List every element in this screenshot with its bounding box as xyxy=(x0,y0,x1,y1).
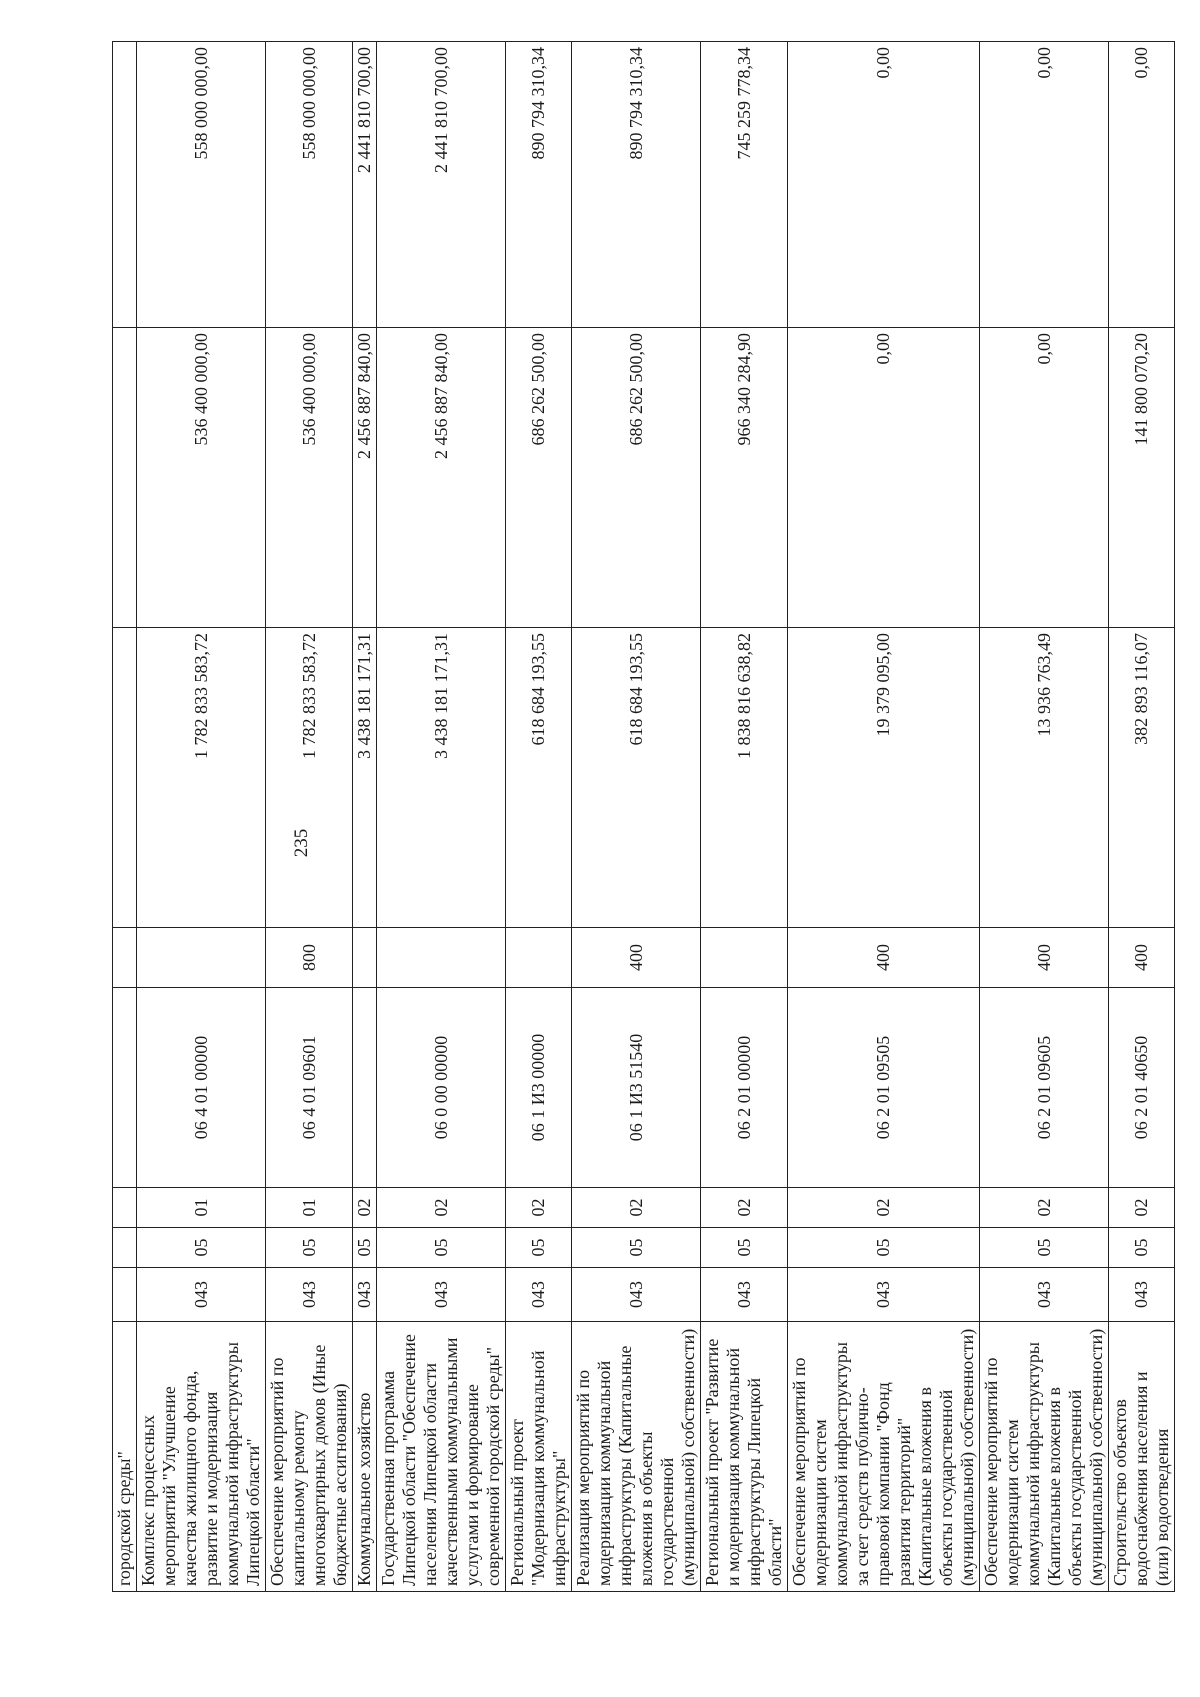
page-number: 235 xyxy=(291,828,312,858)
cell-section: 05 xyxy=(377,1228,506,1268)
cell-target-article: 06 0 00 00000 xyxy=(377,988,506,1188)
cell-sum-2026: 0,00 xyxy=(1109,42,1175,328)
cell-target-article: 06 2 01 40650 xyxy=(1109,988,1175,1188)
cell-sum-2024: 618 684 193,55 xyxy=(572,628,701,928)
cell-sum-2025: 2 456 887 840,00 xyxy=(377,328,506,628)
cell-sum-2025: 536 400 000,00 xyxy=(137,328,266,628)
cell-section: 05 xyxy=(572,1228,701,1268)
cell-sum-2026: 0,00 xyxy=(980,42,1109,328)
cell-target-article: 06 4 01 09601 xyxy=(266,988,353,1188)
cell-name: городской среды" xyxy=(113,1322,137,1592)
cell-name: Обеспечение мероприятий по капитальному ремонту многоквартирных домов (Иные бюджетные ассигнования) xyxy=(266,1322,353,1592)
cell-sum-2026: 890 794 310,34 xyxy=(506,42,572,328)
cell-name: Региональный проект "Развитие и модернизация коммунальной инфраструктуры Липецкой области" xyxy=(701,1322,788,1592)
cell-name: Комплекс процессных мероприятий "Улучшение качества жилищного фонда, развитие и модернизация коммунальной инфраструктуры Липецкой области" xyxy=(137,1322,266,1592)
cell-sum-2026 xyxy=(113,42,137,328)
cell-section xyxy=(113,1228,137,1268)
cell-name: Коммунальное хозяйство xyxy=(353,1322,377,1592)
cell-sum-2025: 0,00 xyxy=(788,328,980,628)
budget-table-rotated xyxy=(112,42,1200,1592)
cell-sum-2025: 141 800 070,20 xyxy=(1109,328,1175,628)
cell-subsection: 02 xyxy=(788,1188,980,1228)
cell-subsection: 02 xyxy=(377,1188,506,1228)
cell-sum-2024: 382 893 116,07 xyxy=(1109,628,1175,928)
cell-expense-type xyxy=(113,928,137,988)
table-row xyxy=(266,42,353,1592)
table-row xyxy=(701,42,788,1592)
table-row xyxy=(980,42,1109,1592)
cell-sum-2026: 890 794 310,34 xyxy=(572,42,701,328)
table-body xyxy=(113,42,1175,1592)
cell-subsection: 02 xyxy=(1109,1188,1175,1228)
cell-name: Обеспечение мероприятий по модернизации систем коммунальной инфраструктуры за счет средств публично-правовой компании "Фонд развития территорий" (Капитальные вложения в объекты государственной (муниципальной) собственности) xyxy=(788,1322,980,1592)
cell-sum-2025: 686 262 500,00 xyxy=(572,328,701,628)
cell-target-article: 06 2 01 09505 xyxy=(788,988,980,1188)
cell-target-article: 06 2 01 09605 xyxy=(980,988,1109,1188)
cell-sum-2024: 3 438 181 171,31 xyxy=(377,628,506,928)
cell-target-article: 06 4 01 00000 xyxy=(137,988,266,1188)
cell-grbs: 043 xyxy=(506,1268,572,1322)
cell-grbs: 043 xyxy=(1109,1268,1175,1322)
cell-section: 05 xyxy=(788,1228,980,1268)
cell-grbs: 043 xyxy=(266,1268,353,1322)
cell-name: Государственная программа Липецкой области "Обеспечение населения Липецкой области качественными коммунальными услугами и формирование современной городской среды" xyxy=(377,1322,506,1592)
cell-target-article: 06 1 И3 51540 xyxy=(572,988,701,1188)
cell-sum-2025 xyxy=(113,328,137,628)
cell-grbs: 043 xyxy=(980,1268,1109,1322)
cell-grbs: 043 xyxy=(353,1268,377,1322)
cell-sum-2026: 2 441 810 700,00 xyxy=(353,42,377,328)
table-row xyxy=(377,42,506,1592)
cell-name: Региональный проект "Модернизация коммунальной инфраструктуры" xyxy=(506,1322,572,1592)
cell-sum-2026: 0,00 xyxy=(788,42,980,328)
cell-section: 05 xyxy=(137,1228,266,1268)
cell-name: Реализация мероприятий по модернизации коммунальной инфраструктуры (Капитальные вложения в объекты государственной (муниципальной) собственности) xyxy=(572,1322,701,1592)
cell-sum-2026: 558 000 000,00 xyxy=(266,42,353,328)
cell-subsection xyxy=(113,1188,137,1228)
table-row xyxy=(1109,42,1175,1592)
cell-subsection: 01 xyxy=(266,1188,353,1228)
cell-sum-2024: 1 782 833 583,72 xyxy=(137,628,266,928)
cell-sum-2024: 13 936 763,49 xyxy=(980,628,1109,928)
cell-expense-type xyxy=(353,928,377,988)
cell-sum-2025: 686 262 500,00 xyxy=(506,328,572,628)
cell-section: 05 xyxy=(506,1228,572,1268)
cell-name: Строительство объектов водоснабжения населения и (или) водоотведения xyxy=(1109,1322,1175,1592)
cell-target-article xyxy=(353,988,377,1188)
cell-subsection: 02 xyxy=(572,1188,701,1228)
cell-subsection: 02 xyxy=(506,1188,572,1228)
table-row xyxy=(572,42,701,1592)
cell-subsection: 02 xyxy=(353,1188,377,1228)
cell-subsection: 02 xyxy=(701,1188,788,1228)
table-row xyxy=(113,42,137,1592)
cell-section: 05 xyxy=(980,1228,1109,1268)
cell-expense-type xyxy=(377,928,506,988)
cell-target-article xyxy=(113,988,137,1188)
cell-sum-2026: 558 000 000,00 xyxy=(137,42,266,328)
cell-expense-type: 400 xyxy=(572,928,701,988)
cell-subsection: 01 xyxy=(137,1188,266,1228)
cell-sum-2024: 618 684 193,55 xyxy=(506,628,572,928)
cell-grbs: 043 xyxy=(701,1268,788,1322)
cell-expense-type: 800 xyxy=(266,928,353,988)
cell-sum-2024: 1 838 816 638,82 xyxy=(701,628,788,928)
cell-expense-type xyxy=(701,928,788,988)
cell-expense-type: 400 xyxy=(980,928,1109,988)
cell-sum-2024 xyxy=(113,628,137,928)
budget-table xyxy=(112,41,1175,1592)
table-row xyxy=(353,42,377,1592)
table-row xyxy=(788,42,980,1592)
cell-expense-type xyxy=(137,928,266,988)
cell-expense-type: 400 xyxy=(788,928,980,988)
cell-subsection: 02 xyxy=(980,1188,1109,1228)
cell-sum-2024: 3 438 181 171,31 xyxy=(353,628,377,928)
cell-target-article: 06 1 И3 00000 xyxy=(506,988,572,1188)
cell-name: Обеспечение мероприятий по модернизации систем коммунальной инфраструктуры (Капитальные вложения в объекты государственной (муниципальной) собственности) xyxy=(980,1322,1109,1592)
cell-section: 05 xyxy=(701,1228,788,1268)
cell-grbs: 043 xyxy=(377,1268,506,1322)
table-row xyxy=(506,42,572,1592)
cell-grbs xyxy=(113,1268,137,1322)
cell-sum-2025: 2 456 887 840,00 xyxy=(353,328,377,628)
cell-grbs: 043 xyxy=(572,1268,701,1322)
cell-sum-2025: 0,00 xyxy=(980,328,1109,628)
cell-section: 05 xyxy=(353,1228,377,1268)
cell-expense-type xyxy=(506,928,572,988)
cell-sum-2024: 1 782 833 583,72 xyxy=(266,628,353,928)
cell-sum-2024: 19 379 095,00 xyxy=(788,628,980,928)
cell-section: 05 xyxy=(266,1228,353,1268)
cell-sum-2026: 2 441 810 700,00 xyxy=(377,42,506,328)
cell-target-article: 06 2 01 00000 xyxy=(701,988,788,1188)
cell-grbs: 043 xyxy=(137,1268,266,1322)
cell-section: 05 xyxy=(1109,1228,1175,1268)
cell-sum-2025: 966 340 284,90 xyxy=(701,328,788,628)
table-row xyxy=(137,42,266,1592)
cell-expense-type: 400 xyxy=(1109,928,1175,988)
cell-sum-2026: 745 259 778,34 xyxy=(701,42,788,328)
cell-grbs: 043 xyxy=(788,1268,980,1322)
cell-sum-2025: 536 400 000,00 xyxy=(266,328,353,628)
